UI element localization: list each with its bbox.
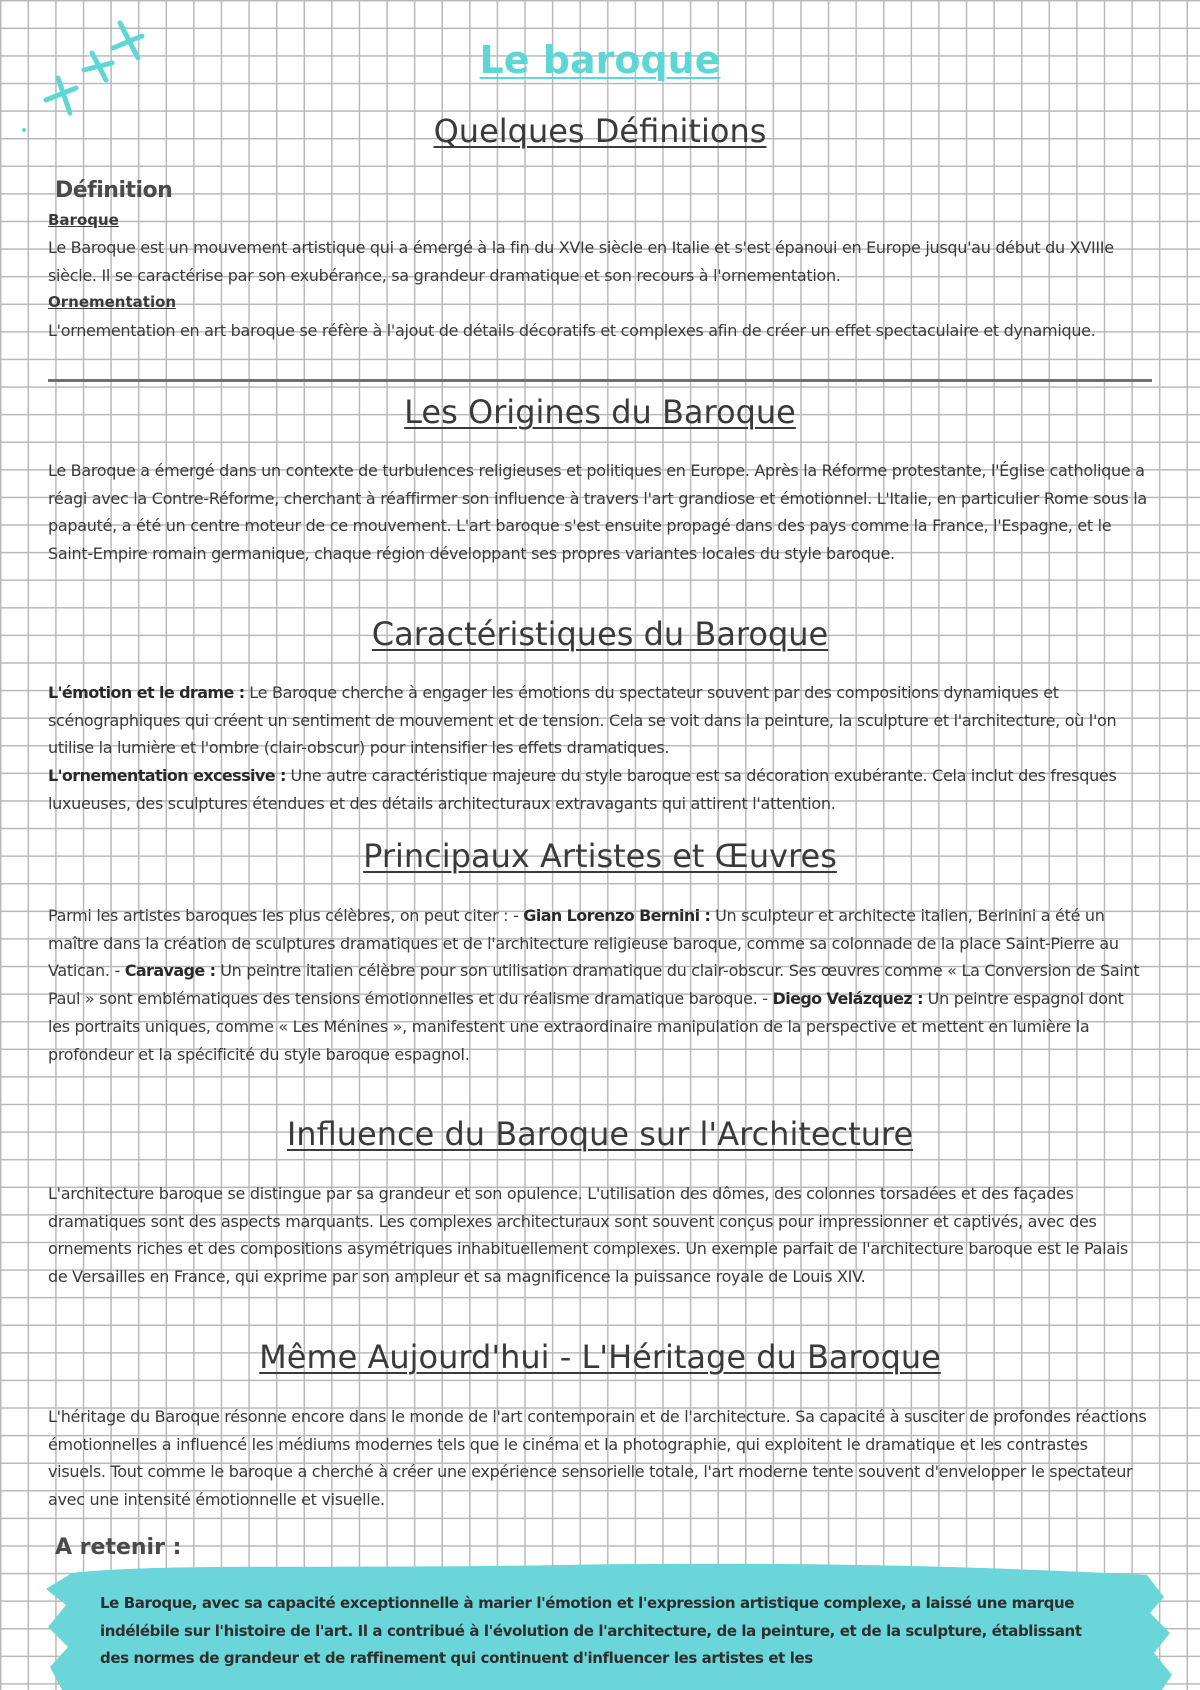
section-divider xyxy=(48,379,1152,382)
ornement-label: L'ornementation excessive : xyxy=(48,766,286,786)
caracteristiques-text xyxy=(48,679,1148,818)
retenir-text: Le Baroque, avec sa capacité exceptionnelle à marier l'émotion et l'expression artistique complexe, a laissé une marque indélébile sur l'histoire de l'art. Il a contribué à l'évolution de l'architecture, de la peinture, et de la sculpture, établissant des normes de grandeur et de raffinement qui continuent d'influencer les artistes et les xyxy=(100,1594,1082,1668)
ornement-text: Une autre caractéristique majeure du style baroque est sa décoration exubérante. Cela inclut des fresques luxueuses, des sculptures étendues et des détails architecturaux extravagants qui attirent l'attention. xyxy=(48,766,1117,813)
bernini-text: Un sculpteur et architecte italien, Berinini a été un maître dans la création de sculptures dramatiques et de l'architecture religieuse baroque, comme sa colonnade de la place Saint-Pierre au Vatican. - xyxy=(48,906,1119,981)
emotion-label: L'émotion et le drame : xyxy=(48,683,245,702)
velazquez-text: Un peintre espagnol dont les portraits uniques, comme « Les Ménines », manifestent une extraordinaire manipulation de la perspective et mettent en lumière la profondeur et la spécificité du style baroque espagnol. xyxy=(48,989,1124,1064)
caravage-label: Caravage : xyxy=(124,961,216,981)
section-title-caracteristiques: Caractéristiques du Baroque xyxy=(371,615,829,653)
emotion-text: Le Baroque cherche à engager les émotions du spectateur souvent par des compositions dynamiques et scénographiques qui créent un sentiment de mouvement et de tension. Cela se voit dans la peinture, la sculpture et l'architecture, où l'on utilise la lumière et l'ombre (clair-obscur) pour intensifier les effets dramatiques. xyxy=(48,683,1117,758)
definition-text-ornementation: L'ornementation en art baroque se réfère à l'ajout de détails décoratifs et complexes afin de créer un effet spectaculaire et dynamique. xyxy=(48,321,1096,340)
definition-heading: Définition xyxy=(55,178,173,203)
section-title-architecture: Influence du Baroque sur l'Architecture xyxy=(286,1115,914,1153)
definition-term-ornementation: Ornementation xyxy=(48,293,177,311)
bernini-label: Gian Lorenzo Bernini : xyxy=(523,906,711,925)
artistes-intro: Parmi les artistes baroques les plus célèbres, on peut citer : - xyxy=(48,906,524,925)
definition-term-baroque: Baroque xyxy=(48,211,119,229)
velazquez-label: Diego Velázquez : xyxy=(772,989,923,1009)
origines-text: Le Baroque a émergé dans un contexte de turbulences religieuses et politiques en Europe. Après la Réforme protestante, l'Église catholique a réagi avec la Contre-Réforme, cherchant à réaffirmer son influence à travers l'art grandiose et émotionnel. L'Italie, en particulier Rome sous la papauté, a été un centre moteur de ce mouvement. L'art baroque s'est ensuite propagé dans des pays comme la France, l'Espagne, et le Saint-Empire romain germanique, chaque région développant ses propres variantes locales du style baroque. xyxy=(48,461,1147,564)
caravage-text: Un peintre italien célèbre pour son utilisation dramatique du clair-obscur. Ses œuvres comme « La Conversion de Saint Paul » sont emblématiques des tensions émotionnelles et du réalisme dramatique baroque. - xyxy=(48,961,1140,1009)
section-title-definitions: Quelques Définitions xyxy=(433,112,767,150)
section-title-heritage: Même Aujourd'hui - L'Héritage du Baroque xyxy=(259,1338,941,1376)
definition-text-baroque: Le Baroque est un mouvement artistique qui a émergé à la fin du XVIe siècle en Italie et s'est épanoui en Europe jusqu'au début du XVIIIe siècle. Il se caractérise par son exubérance, sa grandeur dramatique et son recours à l'ornementation. xyxy=(48,238,1114,285)
page-title: Le baroque xyxy=(479,38,721,82)
section-title-origines: Les Origines du Baroque xyxy=(404,393,796,431)
section-title-artistes: Principaux Artistes et Œuvres xyxy=(363,837,837,875)
architecture-text: L'architecture baroque se distingue par sa grandeur et son opulence. L'utilisation des dômes, des colonnes torsadées et des façades dramatiques sont des aspects marquants. Les complexes architecturaux sont souvent conçus pour impressionner et captivés, avec des ornements riches et des compositions asymétriques inhabituellement complexes. Un exemple parfait de l'architecture baroque est le Palais de Versailles en France, qui exprime par son ampleur et sa magnificence la puissance royale de Louis XIV. xyxy=(48,1184,1128,1287)
artistes-text xyxy=(48,902,1148,1068)
heritage-text: L'héritage du Baroque résonne encore dans le monde de l'art contemporain et de l'architecture. Sa capacité à susciter de profondes réactions émotionnelles a influencé les médiums modernes tels que le cinéma et la photographie, qui exploitent le dramatique et les contrastes visuels. Tout comme le baroque a cherché à créer une expérience sensorielle totale, l'art moderne tente souvent d'envelopper le spectateur avec une intensité émotionnelle et visuelle. xyxy=(48,1407,1147,1510)
retenir-heading: A retenir : xyxy=(55,1535,182,1560)
